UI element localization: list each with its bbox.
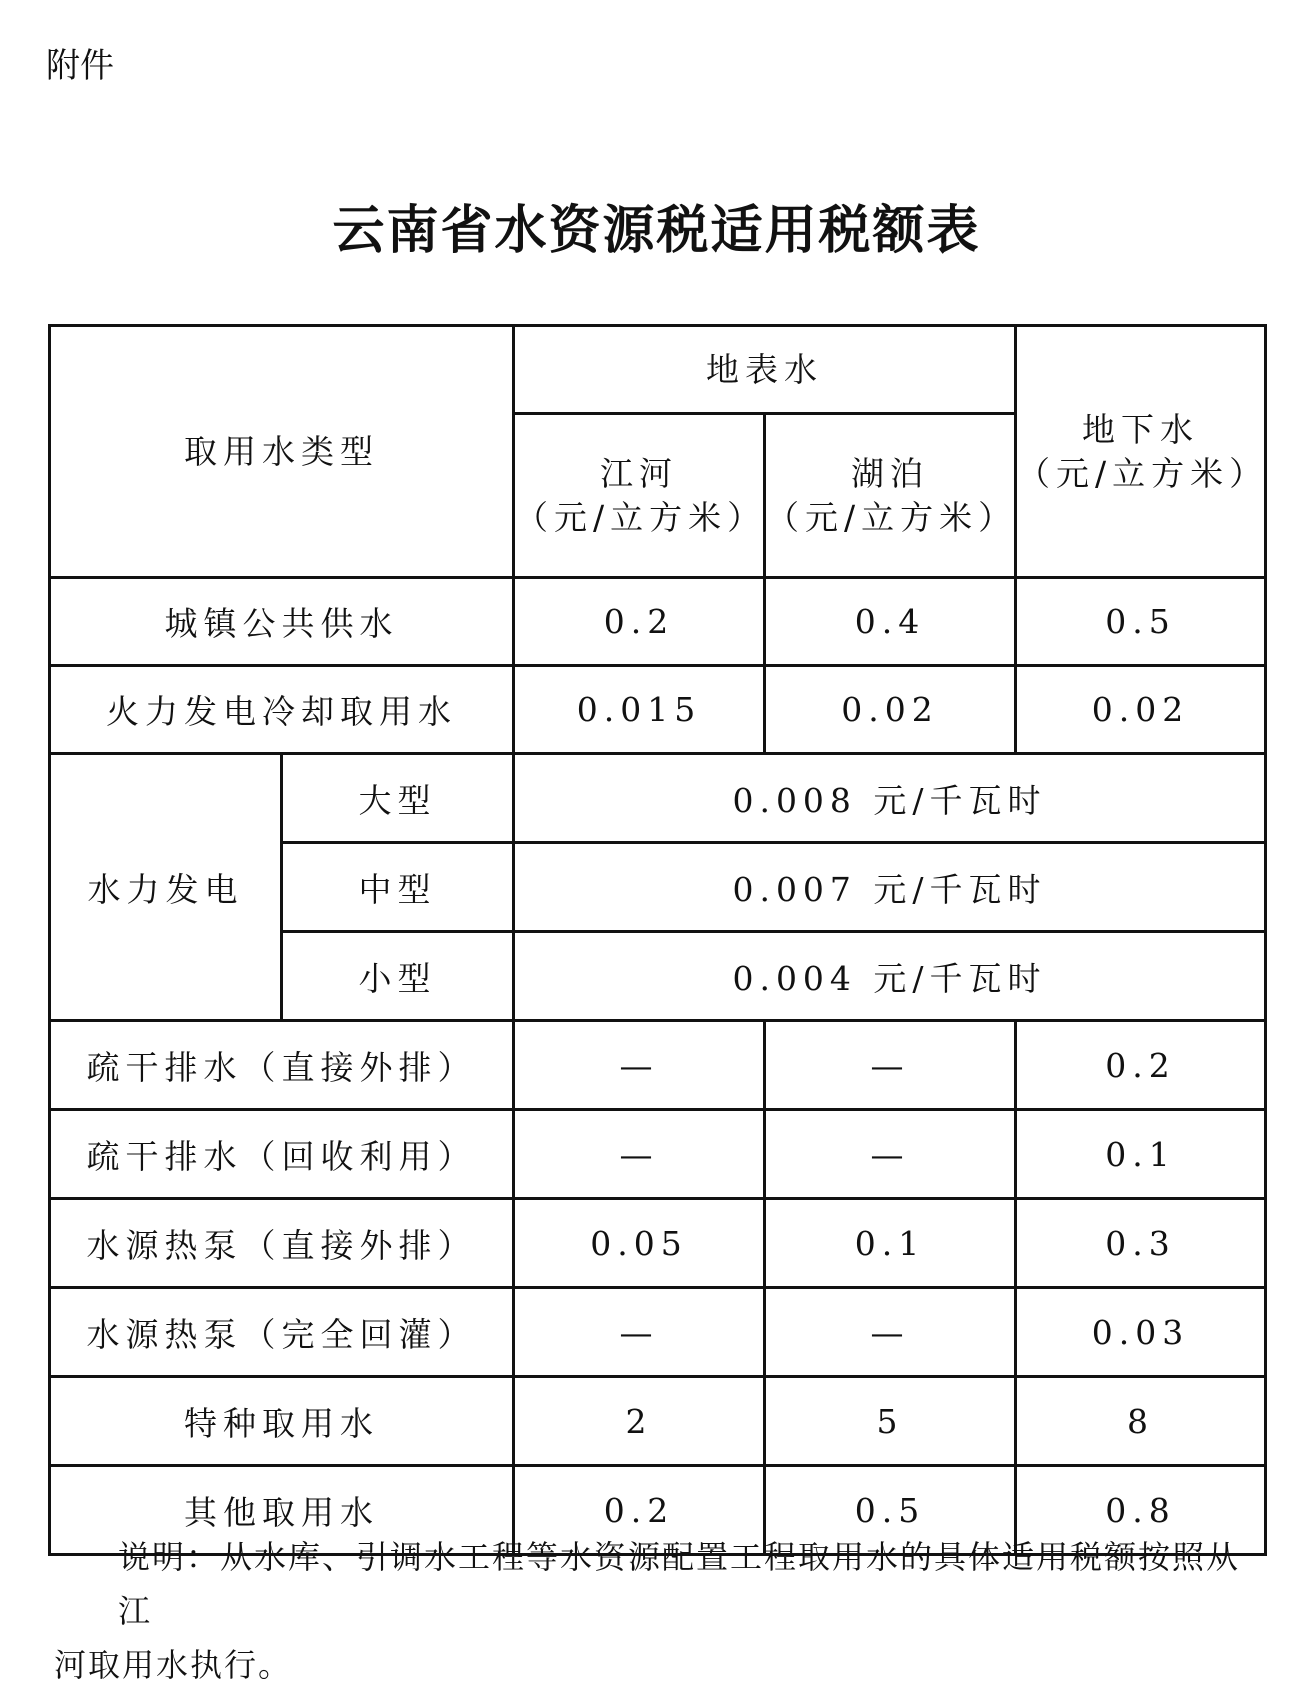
row-type: 特种取用水 — [50, 1377, 514, 1466]
hydro-size: 小型 — [282, 932, 514, 1021]
row-lake-value: 0.02 — [765, 666, 1016, 754]
row-ground-value: 0.8 — [1016, 1466, 1266, 1555]
row-ground-value: 0.03 — [1016, 1288, 1266, 1377]
hydro-size: 中型 — [282, 843, 514, 932]
row-type: 城镇公共供水 — [50, 578, 514, 666]
row-type: 水源热泵（完全回灌） — [50, 1288, 514, 1377]
row-lake-value: — — [765, 1288, 1016, 1377]
header-lake-unit: （元/立方米） — [766, 497, 1018, 537]
table-row — [50, 666, 1266, 754]
row-type: 疏干排水（直接外排） — [50, 1021, 514, 1110]
header-groundwater-unit: （元/立方米） — [1017, 453, 1269, 493]
table-note — [54, 1530, 1264, 1692]
row-type: 疏干排水（回收利用） — [50, 1110, 514, 1199]
row-lake-value: 0.4 — [765, 578, 1016, 666]
row-river-value: — — [514, 1021, 765, 1110]
row-lake-value: — — [765, 1110, 1016, 1199]
hydro-row — [50, 754, 1266, 843]
header-lake — [765, 414, 1016, 578]
row-lake-value: 0.5 — [765, 1466, 1016, 1555]
tax-rate-table — [48, 324, 1267, 1556]
note-line-2: 河取用水执行。 — [54, 1646, 293, 1684]
row-ground-value: 0.2 — [1016, 1021, 1266, 1110]
row-type: 其他取用水 — [50, 1466, 514, 1555]
header-river-unit: （元/立方米） — [515, 497, 767, 537]
header-river-label: 江河 — [600, 453, 678, 493]
header-surface-water: 地表水 — [514, 326, 1016, 414]
row-river-value: 0.2 — [514, 1466, 765, 1555]
table-row — [50, 1288, 1266, 1377]
table-row — [50, 1199, 1266, 1288]
hydro-rate: 0.004 元/千瓦时 — [514, 932, 1266, 1021]
header-groundwater-label: 地下水 — [1082, 409, 1199, 449]
hydro-rate: 0.007 元/千瓦时 — [514, 843, 1266, 932]
row-river-value: — — [514, 1110, 765, 1199]
row-ground-value: 0.3 — [1016, 1199, 1266, 1288]
row-type: 水源热泵（直接外排） — [50, 1199, 514, 1288]
header-lake-label: 湖泊 — [851, 453, 929, 493]
header-row-1 — [50, 326, 1266, 414]
row-lake-value: — — [765, 1021, 1016, 1110]
row-river-value: — — [514, 1288, 765, 1377]
row-ground-value: 0.1 — [1016, 1110, 1266, 1199]
table-row — [50, 1377, 1266, 1466]
row-ground-value: 8 — [1016, 1377, 1266, 1466]
row-lake-value: 5 — [765, 1377, 1016, 1466]
row-ground-value: 0.02 — [1016, 666, 1266, 754]
header-river — [514, 414, 765, 578]
header-type: 取用水类型 — [50, 326, 514, 578]
hydro-size: 大型 — [282, 754, 514, 843]
hydro-rate: 0.008 元/千瓦时 — [514, 754, 1266, 843]
table-row — [50, 578, 1266, 666]
row-river-value: 0.2 — [514, 578, 765, 666]
header-groundwater — [1016, 326, 1269, 578]
attachment-label: 附件 — [46, 46, 114, 86]
page-title: 云南省水资源税适用税额表 — [332, 201, 981, 261]
table-row — [50, 1021, 1266, 1110]
row-river-value: 2 — [514, 1377, 765, 1466]
hydro-label: 水力发电 — [50, 754, 282, 1021]
row-river-value: 0.015 — [514, 666, 765, 754]
table-row — [50, 1110, 1266, 1199]
row-lake-value: 0.1 — [765, 1199, 1016, 1288]
row-type: 火力发电冷却取用水 — [50, 666, 514, 754]
row-ground-value: 0.5 — [1016, 578, 1266, 666]
row-river-value: 0.05 — [514, 1199, 765, 1288]
note-line-1: 说明：从水库、引调水工程等水资源配置工程取用水的具体适用税额按照从江 — [118, 1538, 1241, 1630]
